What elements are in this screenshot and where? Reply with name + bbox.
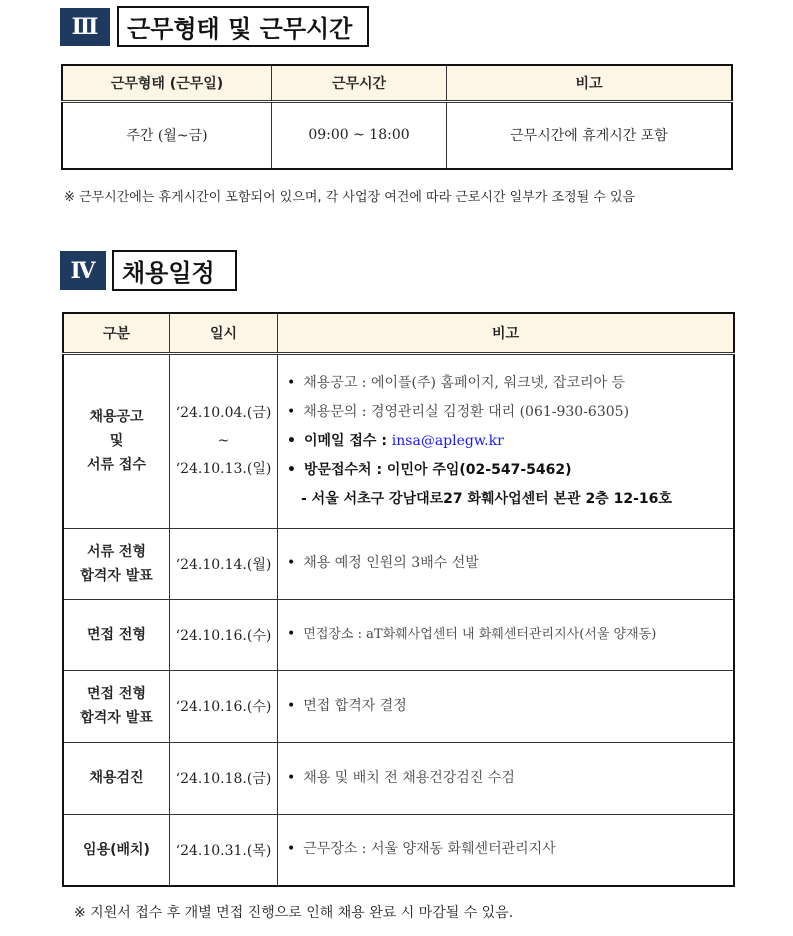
category-cell: 채용검진 bbox=[63, 742, 170, 814]
work-time-cell: 09:00 ~ 18:00 bbox=[272, 101, 447, 169]
date-cell: ‘24.10.14.(월) bbox=[170, 528, 278, 599]
date-cell: ‘24.10.16.(수) bbox=[170, 599, 278, 670]
category-cell bbox=[63, 670, 170, 742]
list-item bbox=[287, 692, 732, 721]
bullet-icon: • bbox=[287, 403, 296, 420]
date-cell: ‘24.10.31.(목) bbox=[170, 814, 278, 886]
note-text: 채용문의 : 경영관리실 김정환 대리 (061-930-6305) bbox=[303, 403, 630, 420]
remarks-cell bbox=[278, 814, 735, 886]
remarks-cell bbox=[278, 353, 735, 528]
date: ‘24.10.04.(금) bbox=[175, 405, 272, 421]
note-text: 면접장소 : aT화훼사업센터 내 화훼센터관리지사(서울 양재동) bbox=[303, 627, 657, 642]
work-hours-table bbox=[61, 64, 733, 170]
footnote: ※ 지원서 접수 후 개별 면접 진행으로 인해 채용 완료 시 마감될 수 있음. bbox=[74, 905, 514, 921]
table-row bbox=[63, 353, 734, 528]
note-text: 채용 및 배치 전 채용건강검진 수검 bbox=[303, 769, 515, 786]
list-item bbox=[287, 369, 732, 398]
note-text: 면접 합격자 결정 bbox=[303, 697, 407, 714]
email-link[interactable]: insa@aplegw.kr bbox=[391, 432, 504, 449]
section-title: 근무형태 및 근무시간 bbox=[117, 6, 369, 47]
address-text: - 서울 서초구 강남대로27 화훼사업센터 본관 2층 12-16호 bbox=[301, 490, 672, 507]
table-row bbox=[63, 670, 734, 742]
category-cell bbox=[63, 528, 170, 599]
remarks-cell bbox=[278, 528, 735, 599]
section-number-badge: Ⅲ bbox=[60, 8, 110, 46]
table-row bbox=[63, 742, 734, 814]
label: 면접 전형 bbox=[87, 686, 146, 702]
footnote: ※ 근무시간에는 휴게시간이 포함되어 있으며, 각 사업장 여건에 따라 근로시간 일부가 조정될 수 있음 bbox=[64, 190, 636, 205]
list-item bbox=[287, 549, 732, 578]
note-text: 채용공고 : 에이플(주) 홈페이지, 워크넷, 잡코리아 등 bbox=[303, 374, 625, 391]
date: ‘24.10.13.(일) bbox=[175, 461, 272, 477]
label: 채용공고 bbox=[89, 409, 144, 425]
bullet-icon: • bbox=[287, 841, 296, 858]
note-text: 방문접수처 : 이민아 주임(02-547-5462) bbox=[303, 461, 572, 478]
note-text: 이메일 접수 : bbox=[303, 432, 392, 449]
label: 서류 접수 bbox=[87, 457, 146, 473]
bullet-icon: • bbox=[287, 697, 296, 714]
category-cell: 임용(배치) bbox=[63, 814, 170, 886]
list-item bbox=[287, 456, 732, 485]
label: 합격자 발표 bbox=[80, 567, 153, 584]
note-text: 채용 예정 인원의 3배수 선발 bbox=[303, 555, 479, 571]
remarks-cell bbox=[278, 742, 735, 814]
section-title: 채용일정 bbox=[112, 250, 237, 291]
remarks-cell bbox=[278, 670, 735, 742]
date-cell: ‘24.10.16.(수) bbox=[170, 670, 278, 742]
date-cell: ‘24.10.18.(금) bbox=[170, 742, 278, 814]
bullet-icon: • bbox=[287, 626, 296, 642]
remarks-cell bbox=[278, 599, 735, 670]
table-row bbox=[63, 528, 734, 599]
list-item bbox=[287, 398, 732, 427]
column-header: 근무형태 (근무일) bbox=[62, 65, 272, 101]
list-item bbox=[287, 485, 732, 514]
column-header: 근무시간 bbox=[272, 65, 447, 101]
label: 및 bbox=[109, 433, 124, 449]
category-cell: 면접 전형 bbox=[63, 599, 170, 670]
remarks-cell: 근무시간에 휴게시간 포함 bbox=[447, 101, 733, 169]
section-number-badge: Ⅳ bbox=[60, 251, 106, 290]
list-item bbox=[287, 427, 732, 456]
schedule-table bbox=[62, 312, 735, 887]
list-item bbox=[287, 764, 732, 793]
bullet-icon: • bbox=[287, 769, 296, 786]
table-row bbox=[63, 814, 734, 886]
column-header: 비고 bbox=[447, 65, 733, 101]
list-item bbox=[287, 620, 732, 649]
bullet-icon: • bbox=[287, 374, 296, 391]
bullet-icon: • bbox=[287, 432, 296, 449]
column-header: 구분 bbox=[63, 313, 170, 353]
list-item bbox=[287, 835, 732, 864]
bullet-icon: • bbox=[287, 555, 296, 571]
column-header: 일시 bbox=[170, 313, 278, 353]
column-header: 비고 bbox=[278, 313, 735, 353]
note-text: 근무장소 : 서울 양재동 화훼센터관리지사 bbox=[303, 841, 556, 858]
work-type-cell: 주간 (월~금) bbox=[62, 101, 272, 169]
label: 서류 전형 bbox=[87, 543, 146, 560]
category-cell bbox=[63, 353, 170, 528]
bullet-icon: • bbox=[287, 461, 296, 478]
label: 합격자 발표 bbox=[80, 710, 153, 726]
table-row bbox=[63, 599, 734, 670]
date-cell bbox=[170, 353, 278, 528]
date: ~ bbox=[217, 433, 230, 449]
table-row bbox=[62, 101, 732, 169]
